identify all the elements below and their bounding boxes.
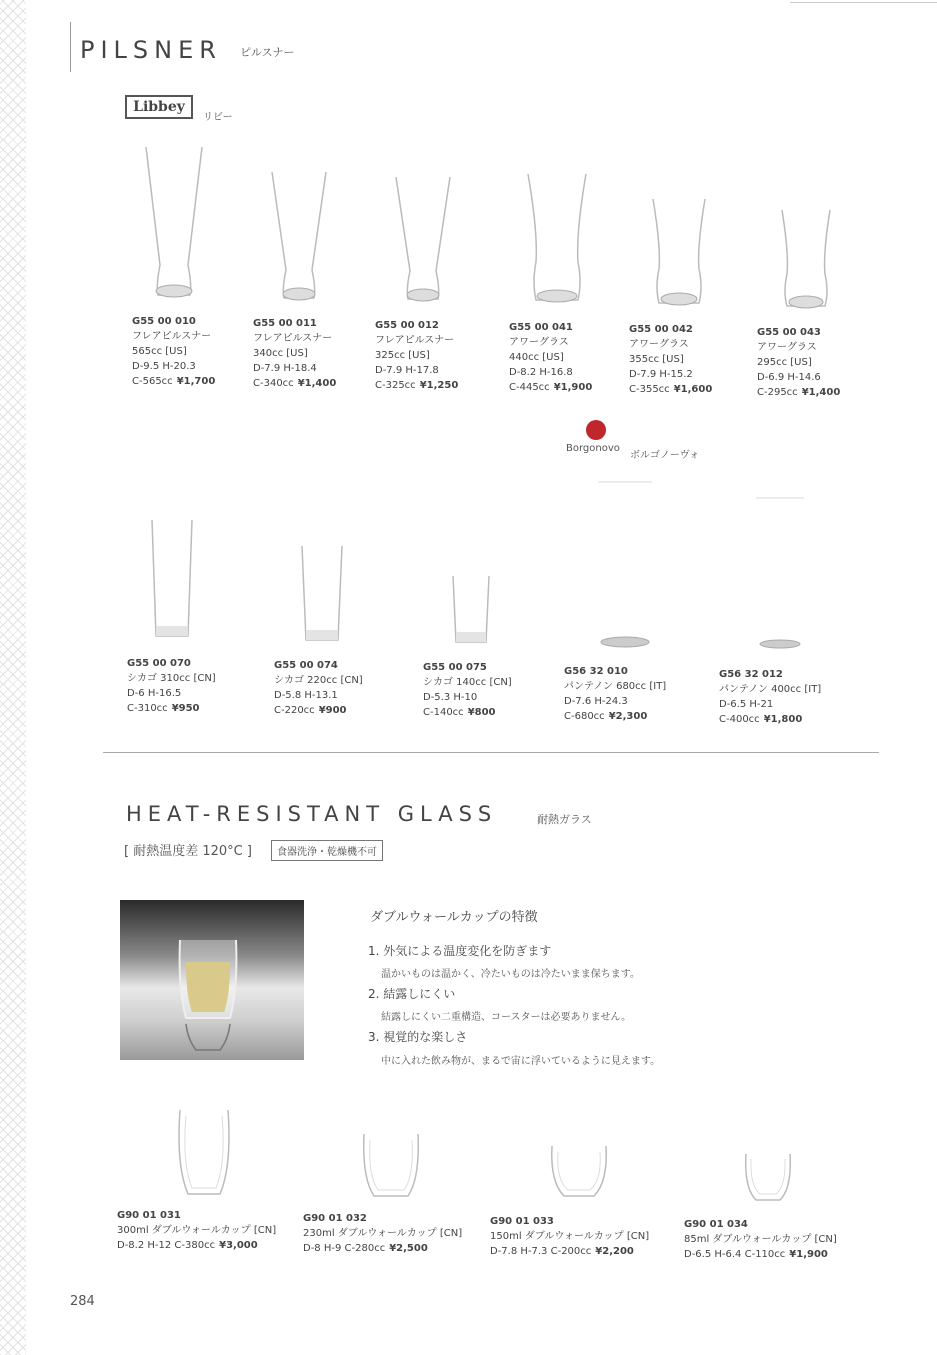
product-dims: D-6.5 H-6.4 C-110cc	[684, 1249, 786, 1260]
product-dims: D-6.9 H-14.6	[757, 372, 821, 383]
double-wall-150-image	[548, 1142, 610, 1202]
section-subtitle-pilsner: ピルスナー	[240, 46, 295, 59]
product-name: 300ml ダブルウォールカップ [CN]	[117, 1225, 277, 1236]
product-name: アワーグラス	[509, 337, 569, 348]
product-code: G55 00 011	[253, 318, 317, 329]
product-dims: D-5.3 H-10	[423, 692, 478, 703]
product-name: シカゴ 220cc [CN]	[274, 675, 363, 686]
product-g55-00-011	[253, 316, 336, 391]
product-g55-00-012	[375, 318, 458, 393]
product-c: C-355cc	[629, 384, 670, 395]
flare-pilsner-325-image	[390, 175, 456, 305]
product-price: ¥1,400	[297, 378, 337, 389]
product-capacity: 355cc [US]	[629, 354, 684, 365]
product-name: パンテノン 680cc [IT]	[564, 681, 667, 692]
product-g55-00-042	[629, 322, 712, 397]
product-price: ¥800	[467, 707, 496, 718]
flare-pilsner-565-image	[138, 145, 210, 300]
product-price: ¥1,250	[419, 380, 459, 391]
hourglass-355-image	[647, 197, 711, 309]
product-dims: D-8.2 H-12 C-380cc	[117, 1240, 216, 1251]
product-price: ¥1,700	[176, 376, 216, 387]
product-code: G55 00 070	[127, 658, 191, 669]
product-dims: D-6 H-16.5	[127, 688, 182, 699]
section-subtitle-heat-resistant: 耐熱ガラス	[537, 813, 592, 826]
product-name: フレアピルスナー	[375, 335, 455, 346]
product-code: G55 00 042	[629, 324, 693, 335]
product-capacity: 340cc [US]	[253, 348, 308, 359]
borgonovo-reading: ボルゴノーヴォ	[630, 450, 700, 461]
double-wall-300-image	[174, 1106, 234, 1202]
product-code: G55 00 074	[274, 660, 338, 671]
page-number: 284	[70, 1294, 95, 1309]
product-code: G55 00 012	[375, 320, 439, 331]
product-g55-00-075	[423, 660, 512, 720]
product-price: ¥1,800	[763, 714, 803, 725]
product-g90-01-033	[490, 1214, 649, 1259]
product-c: C-295cc	[757, 387, 798, 398]
libbey-logo: Libbey	[125, 95, 193, 119]
product-g55-00-070	[127, 656, 216, 716]
product-code: G90 01 031	[117, 1210, 181, 1221]
top-rule	[790, 2, 937, 3]
product-c: C-340cc	[253, 378, 294, 389]
product-price: ¥2,200	[595, 1246, 634, 1257]
product-capacity: 325cc [US]	[375, 350, 430, 361]
double-wall-230-image	[360, 1130, 422, 1202]
product-g90-01-032	[303, 1211, 462, 1256]
product-g55-00-041	[509, 320, 592, 395]
product-dims: D-7.9 H-15.2	[629, 369, 693, 380]
section-marker-line	[70, 22, 71, 72]
product-code: G90 01 034	[684, 1219, 748, 1230]
product-price: ¥1,400	[801, 387, 841, 398]
product-capacity: 565cc [US]	[132, 346, 187, 357]
product-dims: D-9.5 H-20.3	[132, 361, 196, 372]
product-code: G55 00 010	[132, 316, 196, 327]
feature-2-description: 結露しにくい二重構造、コースターは必要ありません。	[381, 1012, 632, 1023]
product-name: フレアピルスナー	[253, 333, 333, 344]
product-price: ¥950	[171, 703, 200, 714]
product-g90-01-034	[684, 1217, 837, 1262]
product-price: ¥2,500	[389, 1243, 428, 1254]
product-code: G56 32 012	[719, 669, 783, 680]
chicago-310-image	[148, 518, 196, 644]
product-dims: D-5.8 H-13.1	[274, 690, 338, 701]
page-edge-pattern	[0, 0, 26, 1355]
product-price: ¥900	[318, 705, 347, 716]
pantheon-680-image	[594, 478, 656, 650]
product-name: フレアピルスナー	[132, 331, 212, 342]
borgonovo-wordmark: Borgonovo	[566, 443, 620, 454]
product-dims: D-7.9 H-17.8	[375, 365, 439, 376]
feature-3-description: 中に入れた飲み物が、まるで宙に浮いているように見えます。	[381, 1056, 661, 1067]
product-g90-01-031	[117, 1208, 276, 1253]
product-capacity: 295cc [US]	[757, 357, 812, 368]
double-wall-cup-photo	[120, 900, 304, 1060]
product-dims: D-7.9 H-18.4	[253, 363, 317, 374]
product-c: C-565cc	[132, 376, 173, 387]
product-code: G90 01 033	[490, 1216, 554, 1227]
dishwasher-warning-badge: 食器洗浄・乾燥機不可	[271, 840, 383, 861]
libbey-reading: リビー	[203, 112, 233, 123]
product-price: ¥1,900	[789, 1249, 828, 1260]
feature-3-heading: 3. 視覚的な楽しさ	[368, 1030, 468, 1044]
section-title-heat-resistant: HEAT-RESISTANT GLASS	[126, 802, 498, 826]
product-price: ¥1,900	[553, 382, 593, 393]
product-c: C-445cc	[509, 382, 550, 393]
product-g55-00-043	[757, 325, 840, 400]
product-price: ¥2,300	[608, 711, 648, 722]
product-name: 85ml ダブルウォールカップ [CN]	[684, 1234, 837, 1245]
chicago-220-image	[298, 544, 346, 646]
borgonovo-mark-icon	[586, 420, 606, 440]
product-code: G56 32 010	[564, 666, 628, 677]
product-code: G55 00 075	[423, 662, 487, 673]
product-dims: D-7.6 H-24.3	[564, 696, 628, 707]
product-name: パンテノン 400cc [IT]	[719, 684, 822, 695]
product-capacity: 440cc [US]	[509, 352, 564, 363]
product-g56-32-012	[719, 667, 821, 727]
product-dims: D-8.2 H-16.8	[509, 367, 573, 378]
product-c: C-680cc	[564, 711, 605, 722]
product-g55-00-074	[274, 658, 363, 718]
section-title-pilsner: PILSNER	[80, 36, 222, 64]
product-g55-00-010	[132, 314, 215, 389]
product-g56-32-010	[564, 664, 666, 724]
feature-1-description: 温かいものは温かく、冷たいものは冷たいまま保ちます。	[381, 969, 640, 980]
product-name: 150ml ダブルウォールカップ [CN]	[490, 1231, 650, 1242]
product-price: ¥3,000	[219, 1240, 258, 1251]
borgonovo-logo	[566, 420, 628, 456]
chicago-140-image	[450, 574, 492, 648]
product-dims: D-7.8 H-7.3 C-200cc	[490, 1246, 592, 1257]
product-c: C-325cc	[375, 380, 416, 391]
pantheon-400-image	[752, 494, 808, 652]
product-name: アワーグラス	[629, 339, 689, 350]
heat-tolerance-spec: [ 耐熱温度差 120°C ]	[124, 844, 252, 859]
product-name: 230ml ダブルウォールカップ [CN]	[303, 1228, 463, 1239]
product-dims: D-8 H-9 C-280cc	[303, 1243, 386, 1254]
feature-2-heading: 2. 結露しにくい	[368, 987, 456, 1001]
product-code: G55 00 043	[757, 327, 821, 338]
section-divider	[103, 752, 879, 753]
product-code: G55 00 041	[509, 322, 573, 333]
product-name: シカゴ 140cc [CN]	[423, 677, 512, 688]
flare-pilsner-340-image	[266, 170, 332, 305]
product-name: シカゴ 310cc [CN]	[127, 673, 216, 684]
product-c: C-140cc	[423, 707, 464, 718]
feature-1-heading: 1. 外気による温度変化を防ぎます	[368, 944, 552, 958]
double-wall-85-image	[742, 1150, 794, 1206]
features-title: ダブルウォールカップの特徴	[370, 910, 538, 925]
product-code: G90 01 032	[303, 1213, 367, 1224]
product-name: アワーグラス	[757, 342, 817, 353]
hourglass-440-image	[522, 172, 592, 307]
product-dims: D-6.5 H-21	[719, 699, 774, 710]
product-c: C-220cc	[274, 705, 315, 716]
product-price: ¥1,600	[673, 384, 713, 395]
product-c: C-400cc	[719, 714, 760, 725]
hourglass-295-image	[776, 208, 836, 312]
product-c: C-310cc	[127, 703, 168, 714]
